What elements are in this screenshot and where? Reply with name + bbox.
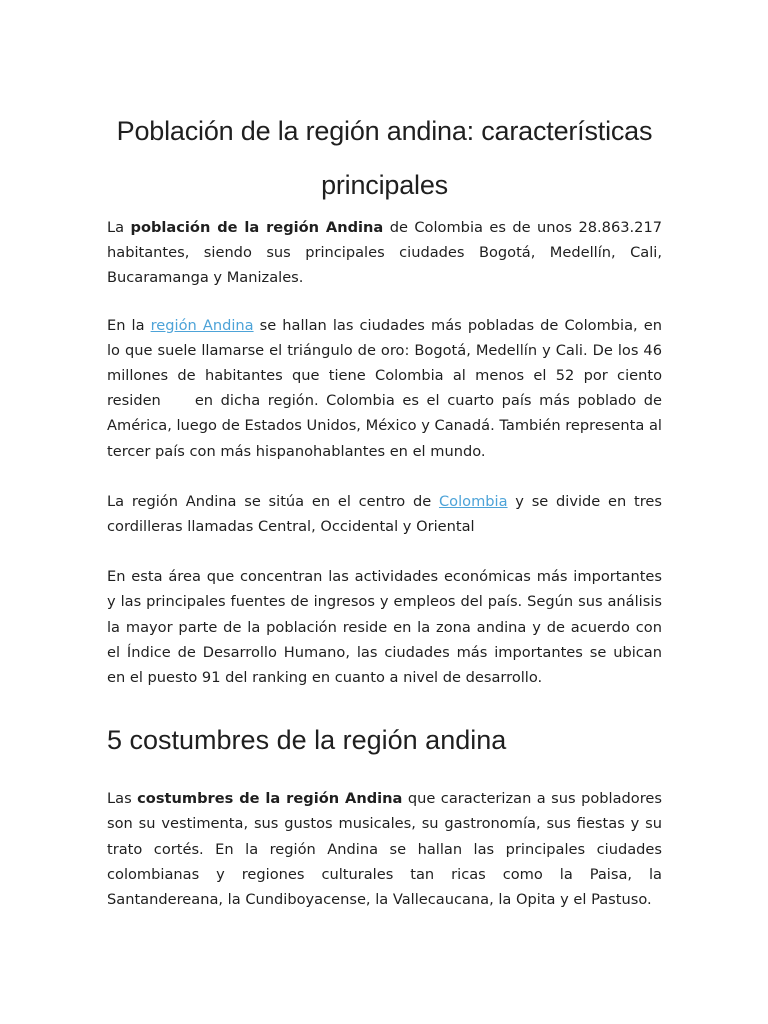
p5-bold-term: costumbres de la región Andina bbox=[137, 790, 403, 808]
p5-text-1: Las bbox=[107, 790, 138, 808]
paragraph-location bbox=[107, 489, 662, 539]
p4-text-1: En esta área que concentran las actividades económicas más importantes y las principales fuentes de ingresos y empleos del país. Según sus análisis la mayor parte de la población reside en la zona andina y de acuerdo con el Índice de Desarrollo Humano, las ciudades más importantes se ubican en el puesto 91 del ranking en cuanto a nivel de desarrollo. bbox=[107, 568, 662, 687]
p2-text-1: En la bbox=[107, 316, 151, 334]
paragraph-population bbox=[107, 215, 662, 291]
paragraph-economy bbox=[107, 564, 662, 690]
p1-text-2: de Colombia es de unos 28.863.217 habitantes, siendo sus principales ciudades Bogotá, Medellín, Cali, Bucaramanga y Manizales. bbox=[107, 219, 663, 287]
p2-text-3: en dicha región. Colombia es el cuarto país más poblado de América, luego de Estados Unidos, México y Canadá. También representa al tercer país con más hispanohablantes en el mundo. bbox=[107, 392, 662, 460]
p3-text-1: La región Andina se sitúa en el centro de bbox=[107, 492, 439, 510]
p3-text-2: y se divide en tres cordilleras llamadas Central, Occidental y Oriental bbox=[107, 492, 662, 536]
paragraph-cities bbox=[107, 313, 662, 464]
p1-bold-term: población de la región Andina bbox=[130, 219, 384, 236]
p5-text-2: que caracterizan a sus pobladores son su vestimenta, sus gustos musicales, su gastronomía, sus fiestas y su trato cortés. En la región Andina se hallan las principales ciudades colombianas y regiones culturales tan ricas como la Paisa, la Santandereana, la Cundiboyacense, la Vallecaucana, la Opita y el Pastuso. bbox=[107, 790, 662, 909]
title-line-2: principales bbox=[321, 170, 448, 200]
document-title bbox=[107, 104, 662, 212]
p2-text-2: se hallan las ciudades más pobladas de Colombia, en lo que suele llamarse el triángulo de oro: Bogotá, Medellín y Cali. De los 46 millones de habitantes que tiene Colombia al menos el 52 por ciento residen bbox=[107, 316, 662, 410]
paragraph-customs bbox=[107, 786, 662, 912]
link-region-andina[interactable]: región Andina bbox=[150, 316, 254, 334]
p1-text-1: La bbox=[107, 219, 131, 236]
title-line-1: Población de la región andina: características bbox=[116, 116, 653, 146]
section-heading-customs: 5 costumbres de la región andina bbox=[107, 725, 507, 756]
link-colombia[interactable]: Colombia bbox=[438, 492, 508, 510]
